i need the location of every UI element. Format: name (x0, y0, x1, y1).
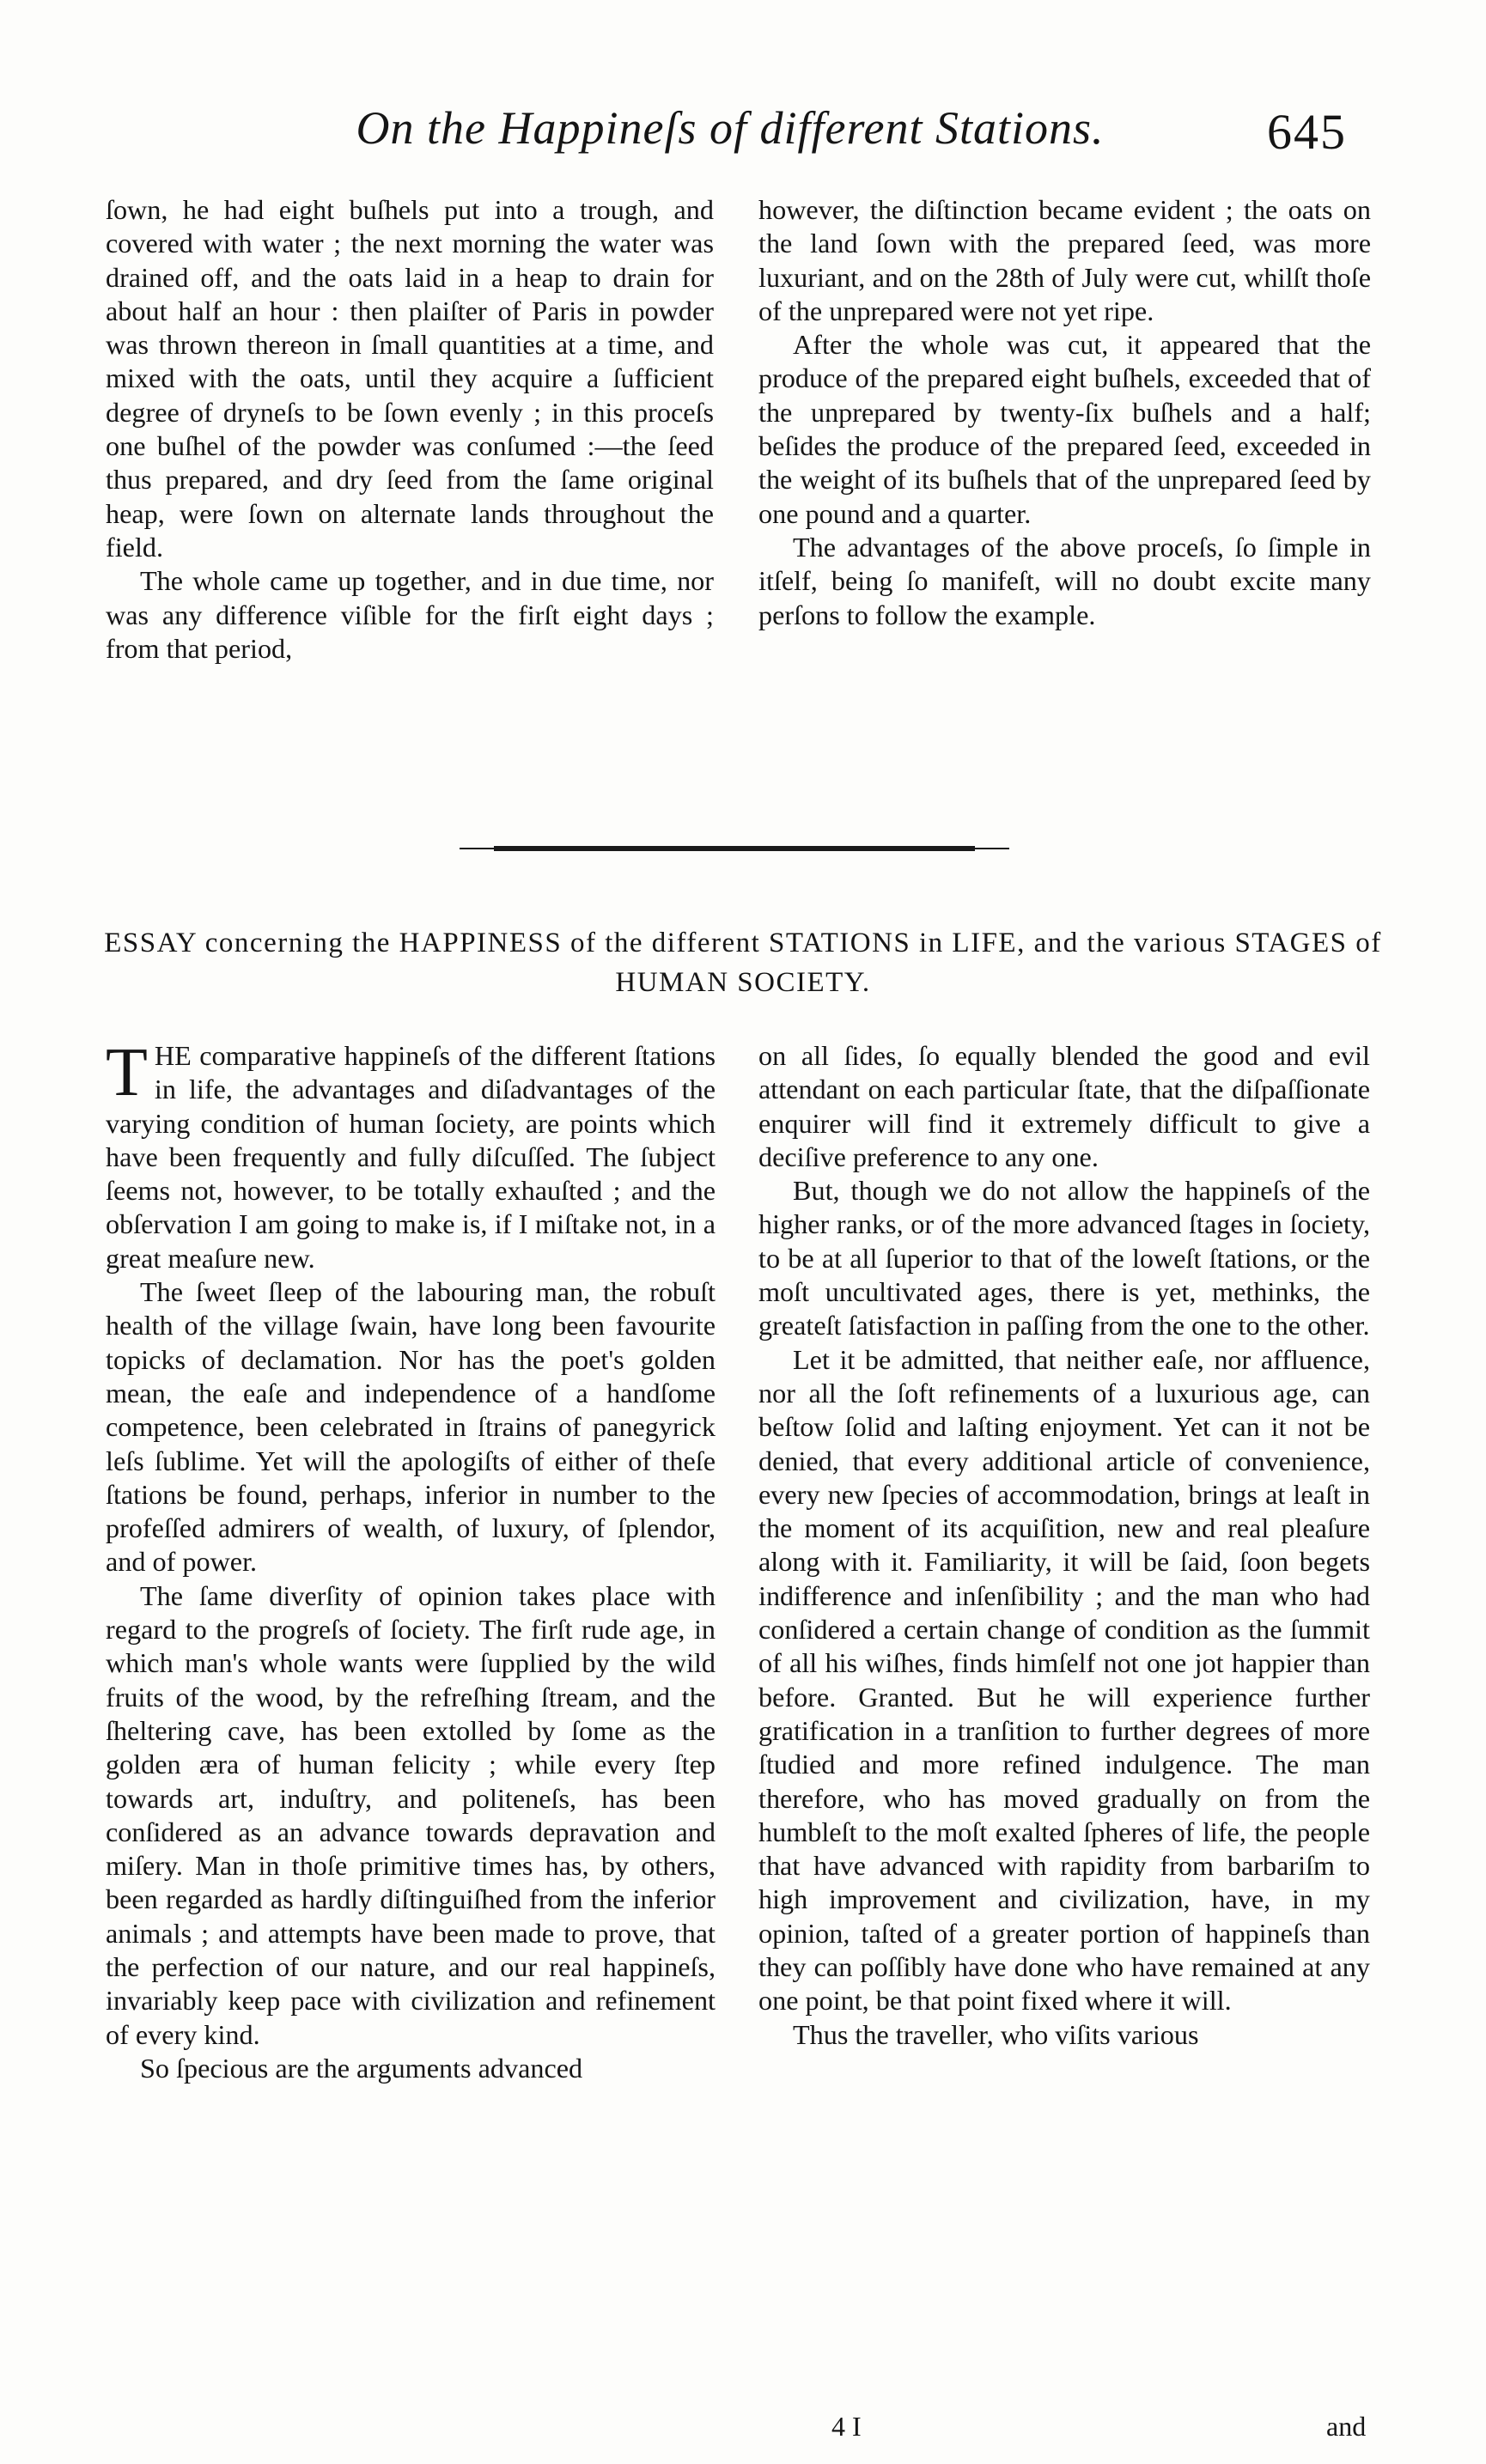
essay-title: ESSAY concerning the HAPPINESS of the different STATIONS in LIFE, and the various STAGES of HUMAN SOCIETY. (104, 928, 1382, 998)
paragraph: But, though we do not allow the happineſs of the higher ranks, or of the more advanced ſtages in ſociety, to be at all ſuperior to that of the loweſt ſtations, or the moſt uncultivated ages, there is yet, methinks, the greateſt ſatisfaction in paſſing from the one to the other. (758, 1175, 1370, 1342)
top-right-column (758, 193, 1371, 632)
essay-left-column (106, 1035, 716, 2085)
opening-paragraph (106, 1035, 716, 1275)
opening-text: HE comparative happineſs of the different ſtations in life, the advantages and diſadvantages of the varying condition of human ſociety, are points which have been frequently and fully diſcuſſed. The ſubject ſeems not, however, to be totally exhauſted ; and the obſervation I am going to make is, if I miſtake not, in a great meaſure new. (106, 1040, 716, 1274)
essay-right-column (758, 1039, 1370, 2052)
page-header (0, 101, 1486, 170)
paragraph: So ſpecious are the arguments advanced (140, 2052, 583, 2084)
signature-mark: 4 I (831, 2411, 862, 2442)
drop-cap: T (106, 1035, 148, 1110)
paragraph: however, the diſtinction became evident ; the oats on the land ſown with the prepared ſeed, was more luxuriant, and on the 28th of July were cut, whilſt thoſe of the unprepared were not yet ripe. (758, 194, 1371, 326)
paragraph: The advantages of the above proceſs, ſo ſimple in itſelf, being ſo manifeſt, will no doubt excite many perſons to follow the example. (758, 531, 1371, 630)
paragraph: The ſweet ſleep of the labouring man, the robuſt health of the village ſwain, have long been favourite topicks of declamation. Nor has the poet's golden mean, the eaſe and independence of a handſome competence, been celebrated in ſtrains of panegyrick leſs ſublime. Yet will the apologiſts of either of theſe ſtations be found, perhaps, inferior in number to the profeſſed admirers of wealth, of luxury, of ſplendor, and of power. (106, 1276, 716, 1578)
paragraph: The whole came up together, and in due time, nor was any difference viſible for the firſt eight days ; from that period, (106, 565, 714, 664)
paragraph: Thus the traveller, who viſits various (793, 2018, 1199, 2050)
top-left-column (106, 193, 714, 666)
paragraph: Let it be admitted, that neither eaſe, nor affluence, nor all the ſoft refinements of a luxurious age, can beſtow ſolid and laſting enjoyment. Yet can it not be denied, that every additional article of convenience, every new ſpecies of accommodation, brings at leaſt in the moment of its acquiſition, new and real pleaſure along with it. Familiarity, it will be ſaid, ſoon begets indifference and inſenſibility ; and the man who had conſidered a certain change of condition as the ſummit of all his wiſhes, finds himſelf not one jot happier than before. Granted. But he will experience further gratification in a tranſition to further degrees of more ſtudied and more refined indulgence. The man therefore, who has moved gradually on from the humbleſt to the moſt exalted ſpheres of life, the people that have advanced with rapidity from barbariſm to high improvement and civilization, have, in my opinion, taſted of a greater portion of happineſs than they can poſſibly have done who have remained at any one point, be that point fixed where it will. (758, 1343, 1370, 2017)
section-divider-rule (494, 846, 975, 851)
page-number: 645 (1267, 104, 1347, 160)
running-title: On the Happineſs of different Stations. (356, 102, 1105, 154)
paragraph: After the whole was cut, it appeared that the produce of the prepared eight buſhels, exceeded that of the unprepared by twenty-ſix buſhels and a half; beſides the produce of the prepared ſeed, exceeded in the weight of its buſhels that of the unprepared ſeed by one pound and a quarter. (758, 329, 1371, 529)
paragraph: ſown, he had eight buſhels put into a trough, and covered with water ; the next morning the water was drained off, and the oats laid in a heap to drain for about half an hour : then plaiſter of Paris in powder was thrown thereon in ſmall quantities at a time, and mixed with the oats, until they acquire a ſufficient degree of dryneſs to be ſown evenly ; in this proceſs one buſhel of the powder was conſumed :—the ſeed thus prepared, and dry ſeed from the ſame original heap, were ſown on alternate lands throughout the field. (106, 194, 714, 563)
paragraph: on all ſides, ſo equally blended the good and evil attendant on each particular ſtate, that the diſpaſſionate enquirer will find it extremely difficult to give a deciſive preference to any one. (758, 1040, 1370, 1172)
paragraph: The ſame diverſity of opinion takes place with regard to the progreſs of ſociety. The firſt rude age, in which man's whole wants were ſupplied by the wild fruits of the wood, by the refreſhing ſtream, and the ſheltering cave, has been extolled by ſome as the golden æra of human felicity ; while every ſtep towards art, induſtry, and politeneſs, has been conſidered as an advance towards depravation and miſery. Man in thoſe primitive times has, by others, been regarded as hardly diſtinguiſhed from the inferior animals ; and attempts have been made to prove, that the perfection of our nature, and our real happineſs, invariably keep pace with civilization and refinement of every kind. (106, 1579, 716, 2050)
catchword: and (1326, 2411, 1367, 2442)
